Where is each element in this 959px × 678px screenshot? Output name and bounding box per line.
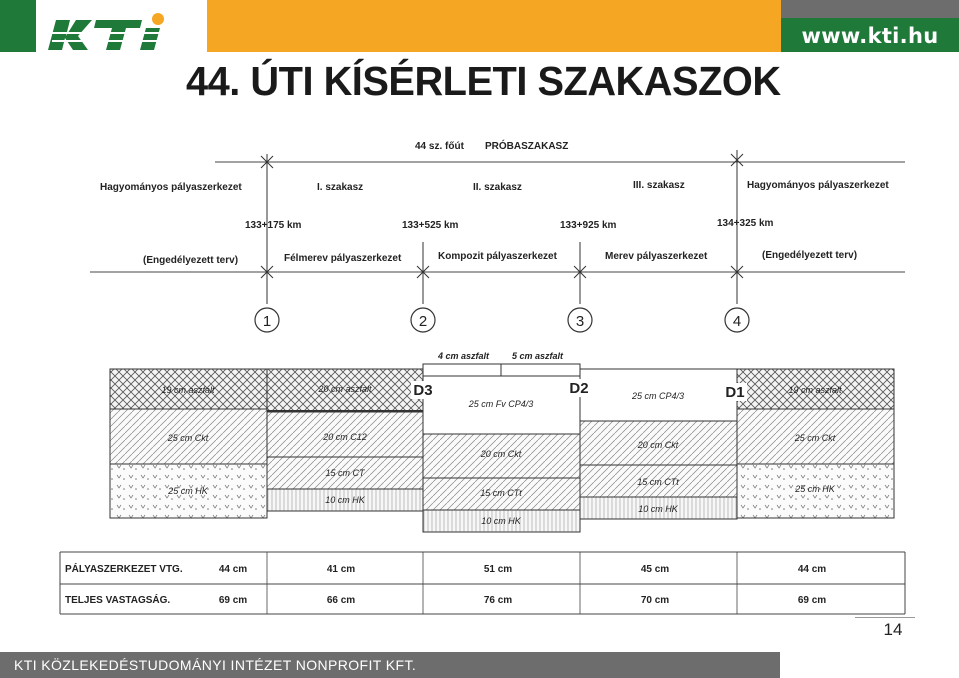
chainage-4: 134+325 km (717, 218, 774, 229)
svg-text:45 cm: 45 cm (640, 564, 670, 575)
section-name-4: Hagyományos pályaszerkezet (747, 180, 889, 191)
svg-text:69 cm: 69 cm (218, 595, 248, 606)
svg-text:20 cm C12: 20 cm C12 (323, 432, 367, 442)
svg-text:10 cm HK: 10 cm HK (638, 504, 678, 514)
note-5cm: 5 cm aszfalt (512, 351, 564, 361)
point-d2 (566, 379, 592, 397)
svg-text:25 cm Fv CP4/3: 25 cm Fv CP4/3 (468, 399, 534, 409)
svg-text:D2: D2 (569, 380, 589, 397)
kti-logo[interactable] (46, 6, 196, 52)
svg-text:15 cm CTt: 15 cm CTt (480, 488, 522, 498)
column-3 (580, 369, 737, 519)
svg-text:2: 2 (418, 313, 428, 330)
svg-text:44 cm: 44 cm (797, 564, 827, 575)
svg-text:20 cm Ckt: 20 cm Ckt (480, 449, 522, 459)
svg-text:66 cm: 66 cm (326, 595, 356, 606)
page-number: 14 (883, 620, 903, 639)
section-name-3: III. szakasz (633, 180, 685, 191)
svg-text:25 cm CP4/3: 25 cm CP4/3 (631, 391, 685, 401)
svg-text:19 cm aszfalt: 19 cm aszfalt (788, 385, 842, 395)
svg-text:10 cm HK: 10 cm HK (325, 495, 365, 505)
svg-text:25 cm Ckt: 25 cm Ckt (167, 433, 209, 443)
column-1 (267, 369, 423, 511)
svg-text:3: 3 (575, 313, 585, 330)
svg-text:19 cm aszfalt: 19 cm aszfalt (161, 385, 215, 395)
chainage-2: 133+525 km (402, 220, 459, 231)
svg-text:20 cm aszfalt: 20 cm aszfalt (318, 384, 372, 394)
svg-text:10 cm HK: 10 cm HK (481, 516, 521, 526)
structure-type-2: Kompozit pályaszerkezet (438, 251, 557, 262)
marker-4 (725, 308, 749, 332)
header-green-stripe (0, 0, 36, 52)
heading-test-section: PRÓBASZAKASZ (485, 141, 569, 152)
page-number-rule (855, 617, 915, 618)
structure-type-4: (Engedélyezett terv) (762, 250, 858, 261)
chainage-3: 133+925 km (560, 220, 617, 231)
section-name-2: II. szakasz (473, 182, 522, 193)
svg-text:76 cm: 76 cm (483, 595, 513, 606)
row-label-total: TELJES VASTAGSÁG. (65, 595, 171, 606)
svg-text:15 cm CTt: 15 cm CTt (637, 477, 679, 487)
svg-text:44 cm: 44 cm (218, 564, 248, 575)
column-2 (423, 364, 580, 532)
svg-text:70 cm: 70 cm (640, 595, 670, 606)
column-4 (737, 369, 894, 518)
structure-type-3: Merev pályaszerkezet (605, 251, 708, 262)
section-name-1: I. szakasz (317, 182, 364, 193)
point-d1 (723, 383, 747, 401)
svg-text:25 cm HK: 25 cm HK (168, 486, 208, 496)
structure-type-0: (Engedélyezett terv) (143, 255, 239, 266)
marker-1 (255, 308, 279, 332)
note-4cm: 4 cm aszfalt (438, 351, 490, 361)
page-title: 44. ÚTI KÍSÉRLETI SZAKASZOK (186, 58, 781, 104)
svg-text:D3: D3 (413, 382, 433, 399)
svg-text:20 cm Ckt: 20 cm Ckt (637, 440, 679, 450)
svg-text:25 cm Ckt: 25 cm Ckt (794, 433, 836, 443)
section-name-0: Hagyományos pályaszerkezet (100, 182, 242, 193)
svg-text:D1: D1 (725, 384, 745, 401)
marker-2 (411, 308, 435, 332)
header-band (0, 0, 959, 52)
svg-text:4: 4 (732, 313, 742, 330)
svg-text:51 cm: 51 cm (483, 564, 513, 575)
header-orange-bar (207, 0, 781, 52)
thickness-table (60, 552, 905, 614)
website-link[interactable]: www.kti.hu (781, 18, 959, 52)
section-boundaries (261, 150, 743, 304)
header-gray-bar (781, 0, 959, 18)
svg-text:15 cm CT: 15 cm CT (325, 468, 365, 478)
svg-text:1: 1 (262, 313, 272, 330)
point-d3 (411, 381, 435, 399)
footer-bar: KTI KÖZLEKEDÉSTUDOMÁNYI INTÉZET NONPROFIT KFT. (0, 652, 780, 678)
svg-text:25 cm HK: 25 cm HK (795, 484, 835, 494)
row-label-pavement: PÁLYASZERKEZET VTG. (65, 564, 183, 575)
svg-text:41 cm: 41 cm (326, 564, 356, 575)
test-sections-diagram (55, 132, 910, 622)
column-0 (110, 369, 267, 518)
heading-road: 44 sz. főút (415, 141, 464, 152)
structure-type-1: Félmerev pályaszerkezet (284, 253, 402, 264)
svg-text:69 cm: 69 cm (797, 595, 827, 606)
chainage-1: 133+175 km (245, 220, 302, 231)
marker-3 (568, 308, 592, 332)
